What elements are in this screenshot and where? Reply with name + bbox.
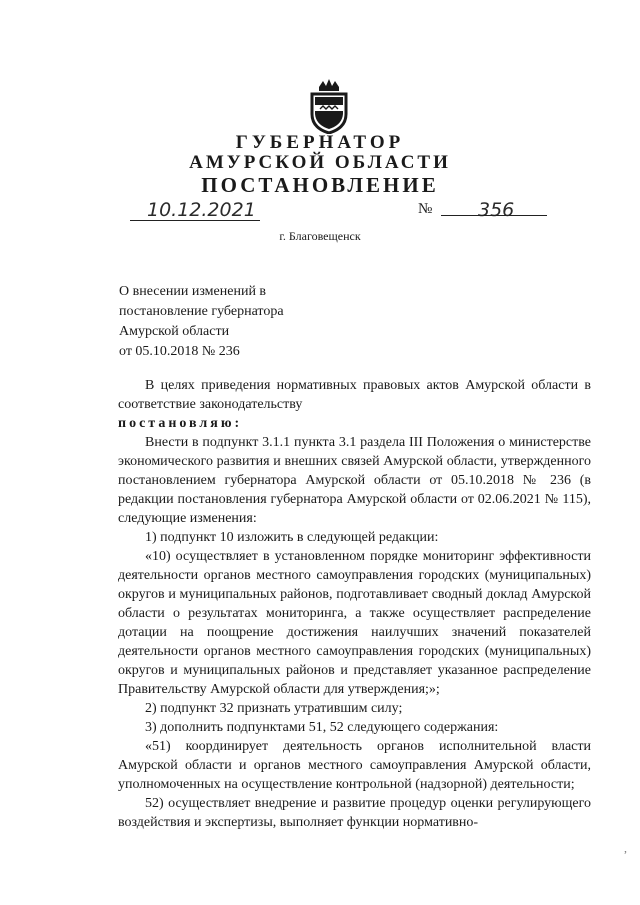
document-body bbox=[118, 376, 591, 832]
body-paragraph: Внести в подпункт 3.1.1 пункта 3.1 раздела III Положения о министерстве экономического развития и внешних связей Амурской области, утвержденного постановлением губернатора Амурской области от 05.10.2018 № 236 (в редакции постановления губернатора Амурской области от 02.06.2021 № 115), следующие изменения: bbox=[118, 435, 591, 526]
document-date: 10.12.2021 bbox=[147, 199, 256, 221]
subject-line: О внесении изменений в bbox=[119, 284, 267, 299]
subject-line: от 05.10.2018 № 236 bbox=[119, 344, 240, 359]
preamble-paragraph: В целях приведения нормативных правовых актов Амурской области в соответствие законодательству bbox=[118, 378, 591, 412]
date-underline bbox=[130, 220, 260, 221]
subject-line: Амурской области bbox=[119, 324, 230, 339]
body-paragraph: 3) дополнить подпунктами 51, 52 следующего содержания: bbox=[145, 720, 499, 735]
issuer-title-line2: АМУРСКОЙ ОБЛАСТИ bbox=[189, 152, 451, 173]
number-label: № bbox=[418, 201, 433, 217]
coat-of-arms-icon bbox=[304, 78, 354, 134]
document-number: 356 bbox=[478, 199, 515, 221]
body-paragraph: 1) подпункт 10 изложить в следующей редакции: bbox=[145, 530, 439, 545]
body-paragraph: 2) подпункт 32 признать утратившим силу; bbox=[145, 701, 403, 716]
number-underline bbox=[441, 215, 547, 216]
city-name: г. Благовещенск bbox=[279, 229, 361, 243]
body-paragraph: «10) осуществляет в установленном порядке мониторинг эффективности деятельности органов местного самоуправления городских (муниципальных) округов и муниципальных районов, подготавливает сводный доклад Амурской области о результатах мониторинга, а также осуществляет распределение дотации на поощрение достижения наилучших значений показателей деятельности органов местного самоуправления городских (муниципальных) округов и муниципальных районов и представляет указанное распределение Правительству Амурской области для утверждения;»; bbox=[118, 549, 591, 697]
decree-word: постановляю: bbox=[118, 416, 243, 431]
body-paragraph: «51) координирует деятельность органов исполнительной власти Амурской области и органов местного самоуправления Амурской области, уполномоченных на осуществление контрольной (надзорной) деятельности; bbox=[118, 739, 591, 792]
subject-line: постановление губернатора bbox=[119, 304, 284, 319]
document-type-title: ПОСТАНОВЛЕНИЕ bbox=[201, 173, 439, 197]
scan-mark: , bbox=[624, 841, 627, 855]
issuer-title-line1: ГУБЕРНАТОР bbox=[235, 132, 405, 153]
body-paragraph: 52) осуществляет внедрение и развитие процедур оценки регулирующего воздействия и экспертизы, выполняет функции нормативно- bbox=[118, 796, 591, 830]
document-subject bbox=[119, 282, 284, 362]
